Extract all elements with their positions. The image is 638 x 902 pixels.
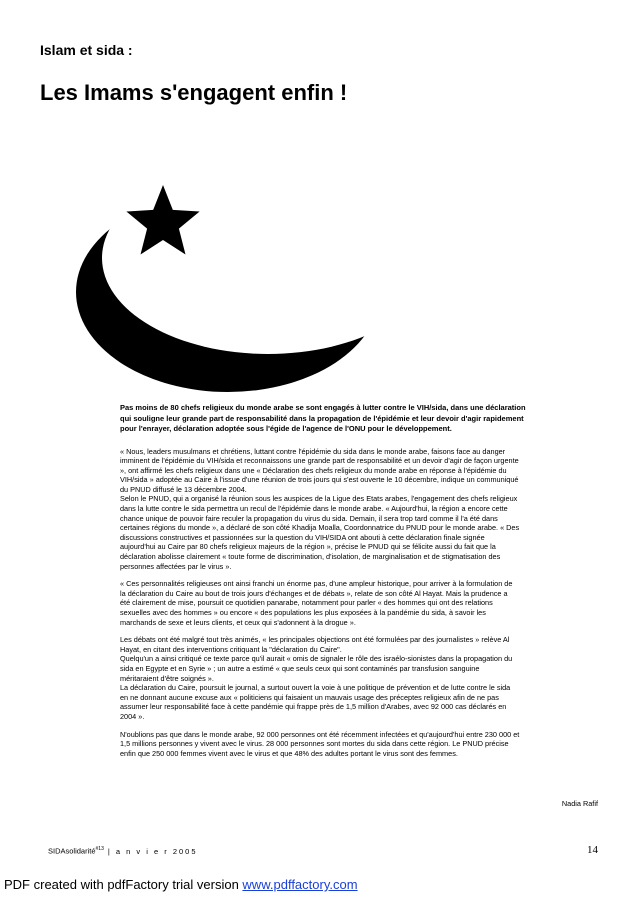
text-line: Les débats ont été malgré tout très animés, « les principales objections ont été formulées par des journalistes » relève Al <box>120 635 510 645</box>
text-line: assumer leur responsabilité face à cette pandémie qui frappe près de 1,5 million d'Arabes, avec 92 000 cas déclarés en <box>120 702 507 712</box>
article-paragraph <box>120 730 598 759</box>
footer-publication <box>48 846 198 856</box>
text-line: « Nous, leaders musulmans et chrétiens, luttant contre l'épidémie du sida dans le monde arabe, faisons face au danger <box>120 446 506 456</box>
article-headline: Les Imams s'engagent enfin ! <box>40 80 348 105</box>
text-line: certaines régions du monde », a déclaré de son côté Khadija Moalla, Coordonnatrice du PNUD pour le monde arabe. « Des <box>120 523 520 533</box>
pdffactory-link[interactable]: www.pdffactory.com <box>242 877 358 892</box>
text-line: du PNUD diffusé le 13 décembre 2004. <box>120 484 247 494</box>
text-line: chance unique de pouvoir faire reculer la propagation du virus du sida. Demain, il sera trop tard comme il l'a été dans <box>120 513 498 523</box>
text-line: été clairement de mise, poursuit ce quotidien panarabe, notamment pour parler « des hommes qui ont des relations <box>120 598 493 608</box>
text-line: Quelqu'un a ainsi critiqué ce texte parce qu'il aurait « omis de signaler le rôle des israélo-sionistes dans la propagation du <box>120 654 513 664</box>
author-signature: Nadia Rafif <box>561 799 598 808</box>
crescent-star-icon <box>68 170 398 395</box>
text-line: VIH/sida » adoptée au Caire à l'issue d'une réunion de trois jours qui s'est ouverte le 10 décembre, indique un communiqué <box>120 475 519 485</box>
text-line: marchands de sexe et leurs clients, et ceux qui s'adonnent à la drogue ». <box>120 617 356 627</box>
text-line: la déclaration du Caire au bout de trois jours d'échanges et de débats », relate de son côté Al Hayat. Mais la prudence a <box>120 588 508 598</box>
text-line: La déclaration du Caire, poursuit le journal, a surtout ouvert la voie à une politique de prévention et de lutte contre le sida <box>120 683 511 693</box>
text-line: méritaraient d'être soignés ». <box>120 673 214 683</box>
text-line: 2004 ». <box>120 711 145 721</box>
publication-name: SIDAsolidarité <box>48 846 96 856</box>
issue-number: #13 <box>95 846 104 852</box>
text-line: Hayat, en citant des interventions critiquant la "déclaration du Caire". <box>120 644 342 654</box>
text-line: », ont affirmé les chefs religieux dans une « Déclaration des chefs religieux du monde arabe en réponse à l'épidémie du <box>120 465 507 475</box>
article-body <box>120 403 598 766</box>
article-paragraph <box>120 635 598 721</box>
publication-date: | a n v i e r 2005 <box>107 846 198 856</box>
text-line: discussions constructives et passionnées sur la question du VIH/SIDA ont abouti à cette déclaration finale signée <box>120 532 485 542</box>
text-line: 1,5 millions personnes y vivent avec le virus. 28 000 personnes sont mortes du sida dans cette région. Le PNUD précise <box>120 739 509 749</box>
lead-line: pour l'enrayer, déclaration adoptée sous l'égide de l'agence de l'ONU pour le développement. <box>120 424 452 433</box>
text-line: Selon le PNUD, qui a organisé la réunion sous les auspices de la Ligue des Etats arabes, l'engagement des chefs religieux <box>120 494 518 504</box>
text-line: déclaration abolisse clairement « toute forme de discrimination, d'isolation, de marginalisation et de stigmatisation des <box>120 552 501 562</box>
article-kicker: Islam et sida : <box>40 42 133 58</box>
text-line: « Ces personnalités religieuses ont ainsi franchi un énorme pas, d'une ampleur historique, pour arriver à la formulation de <box>120 579 513 589</box>
page-number: 14 <box>587 844 598 856</box>
article-paragraph <box>120 579 598 627</box>
banner-text: PDF created with pdfFactory trial version <box>4 877 243 892</box>
text-line: enfin que 250 000 femmes vivent avec le virus et que 48% des adultes portant le virus sont des femmes. <box>120 748 458 758</box>
text-line: dans la lutte contre le sida permettra un recul de l'épidémie dans le monde arabe. « Aujourd'hui, la région a encore cette <box>120 504 508 514</box>
text-line: sida en Egypte et en Syrie » ; un autre a estimé « que seuls ceux qui sont contaminés par transfusion sanguine <box>120 663 480 673</box>
lead-line: qui souligne leur grande part de responsabilité dans la propagation de l'épidémie et leur devoir d'agir rapidement <box>120 413 524 423</box>
text-line: sexuelles avec des hommes » ou encore « des populations les plus exposées à la pandémie du sida, à savoir les <box>120 608 486 617</box>
article-lead <box>120 403 598 435</box>
text-line: personnes affectées par le virus ». <box>120 561 232 571</box>
text-line: N'oublions pas que dans le monde arabe, 92 000 personnes ont été récemment infectées et qu'aujourd'hui entre 230 000 et <box>120 729 520 739</box>
lead-line: Pas moins de 80 chefs religieux du monde arabe se sont engagés à lutter contre le VIH/sida, dans une déclaration <box>120 403 526 412</box>
pdf-trial-banner <box>4 877 358 892</box>
text-line: imminent de l'épidémie du VIH/sida et reconnaissons une grande part de responsabilité et un devoir d'agir de façon urgente <box>120 456 519 466</box>
text-line: en ne donnant aucune excuse aux « politiciens qui faisaient un mauvais usage des préceptes religieux afin de ne pas <box>120 692 499 702</box>
article-paragraph <box>120 447 598 572</box>
text-line: aujourd'hui au Caire par 80 chefs religieux majeurs de la région », précise le PNUD qui se félicite aussi du fait que la <box>120 542 496 552</box>
